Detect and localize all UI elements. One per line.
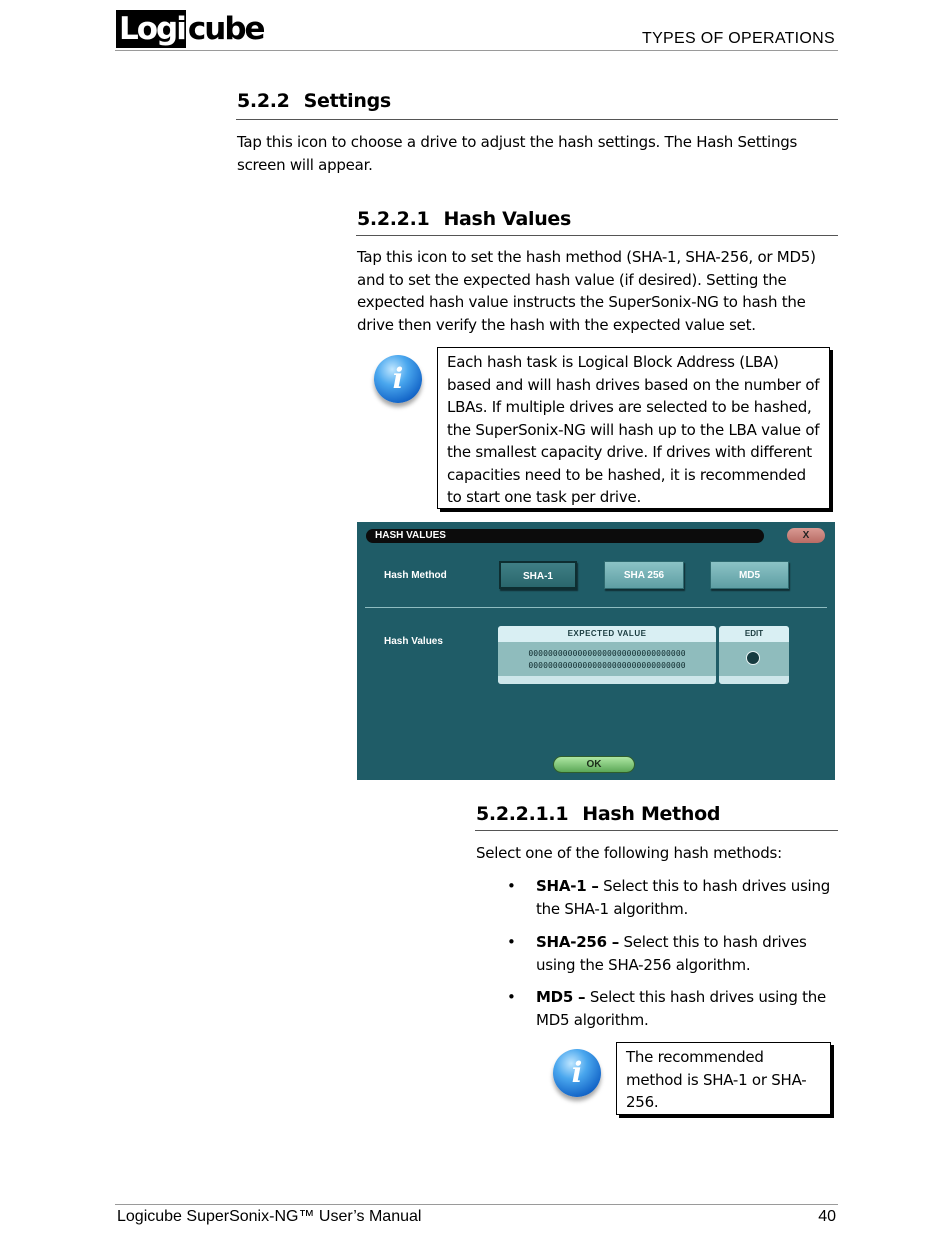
sha256-button[interactable]: SHA 256 [604,561,684,589]
section-rule [475,830,838,831]
section-rule [356,235,838,236]
section-title: Settings [303,90,391,112]
footer-rule [115,1204,838,1205]
info-icon: i [553,1049,601,1097]
list-item [507,986,837,1032]
section-number: 5.2.2.1 [357,208,430,230]
expected-value-line: 00000000000000000000000000000000 [528,661,686,670]
bullet-glyph: • [507,988,516,1006]
expected-value-line: 00000000000000000000000000000000 [528,649,686,658]
settings-paragraph: Tap this icon to choose a drive to adjust the hash settings. The Hash Settings screen will appear. [237,133,798,174]
list-item-text [536,986,836,1031]
list-item-text [536,875,836,920]
ok-button[interactable]: OK [553,756,635,773]
header-rule [115,50,838,51]
edit-footer [719,676,789,684]
info-icon: i [374,355,422,403]
recommended-note-text: The recommended method is SHA-1 or SHA-256. [626,1048,807,1111]
edit-header: EDIT [719,626,789,642]
list-item [507,875,837,921]
lba-note-box [437,347,830,509]
logo-inverted-text: Logi [116,10,186,48]
page-number: 40 [818,1208,836,1225]
hash-method-label: Hash Method [384,570,447,581]
list-item-term: MD5 – [536,988,586,1006]
list-item-desc: Select this to hash drives using the SHA-256 algorithm. [536,933,807,974]
screen-title-bar: HASH VALUES [366,529,764,543]
hash-values-label: Hash Values [384,636,443,647]
section-heading-hash-method [476,803,720,825]
edit-radio-icon[interactable] [746,651,760,665]
list-item [507,931,837,977]
section-heading-hash-values [357,208,571,230]
list-item-term: SHA-1 – [536,877,599,895]
bullet-glyph: • [507,877,516,895]
lba-note-text: Each hash task is Logical Block Address (LBA) based and will hash drives based on the number of LBAs. If multiple drives are selected to be hashed, the SuperSonix-NG will hash up to the LBA value of the smallest capacity drive. If drives with different capacities need to be hashed, it is recommended to start one task per drive. [447,353,820,506]
section-rule [236,119,838,120]
logicube-logo [116,8,264,48]
sha1-button[interactable]: SHA-1 [499,561,577,589]
header-title: TYPES OF OPERATIONS [642,30,835,47]
expected-value-header: EXPECTED VALUE [498,626,716,642]
screen-divider [365,607,827,608]
close-button[interactable]: X [787,528,825,543]
section-number: 5.2.2 [237,90,290,112]
expected-value-footer [498,676,716,684]
list-item-desc: Select this to hash drives using the SHA-1 algorithm. [536,877,830,918]
edit-panel [719,626,789,684]
list-item-term: SHA-256 – [536,933,619,951]
bullet-glyph: • [507,933,516,951]
expected-value-panel [498,626,716,684]
hash-values-screen [357,522,835,780]
section-title: Hash Values [443,208,572,230]
section-heading-settings [237,90,391,112]
section-number: 5.2.2.1.1 [476,803,569,825]
hash-values-paragraph: Tap this icon to set the hash method (SHA-1, SHA-256, or MD5) and to set the expected hash value (if desired). Setting the expected hash value instructs the SuperSonix-NG to hash the drive then verify the hash with the expected value set. [357,248,816,334]
list-item-desc: Select this hash drives using the MD5 algorithm. [536,988,826,1029]
section-title: Hash Method [582,803,721,825]
hash-method-intro: Select one of the following hash methods: [476,844,782,862]
md5-button[interactable]: MD5 [710,561,789,589]
list-item-text [536,931,836,976]
recommended-note-box [616,1042,831,1115]
footer-manual-title: Logicube SuperSonix-NG™ User’s Manual [117,1208,422,1225]
logo-plain-text: cube [187,11,264,47]
